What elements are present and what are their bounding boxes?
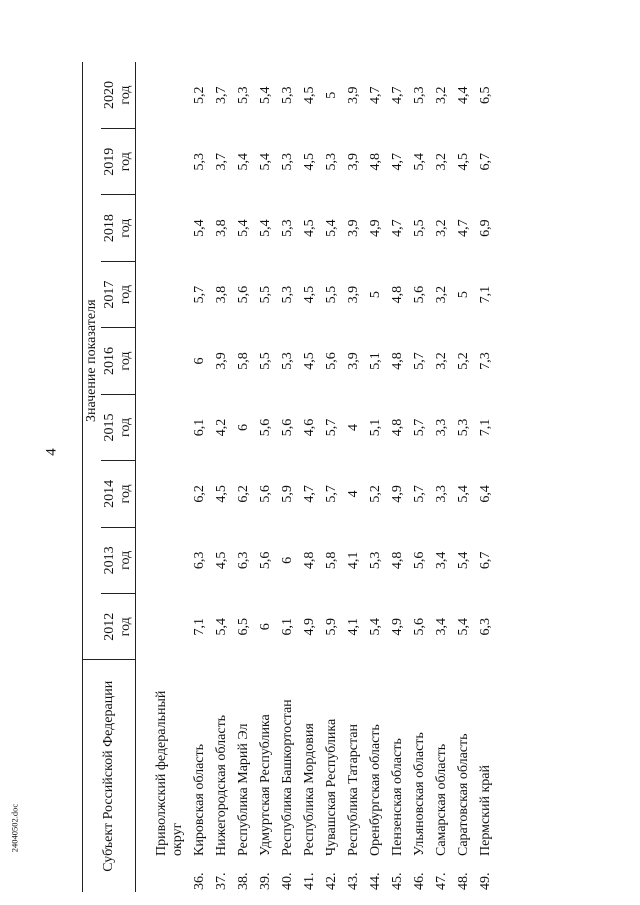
year-header-2018 [101, 195, 136, 261]
value-cell: 6 [236, 423, 251, 431]
value-cell: 5,4 [236, 152, 251, 171]
table-row [365, 62, 387, 892]
value-cell: 4,5 [302, 285, 317, 304]
year-unit-label: год [118, 484, 133, 504]
value-cell: 5,3 [280, 219, 295, 237]
value-cell: 4,9 [302, 618, 317, 636]
value-cell: 3,9 [346, 152, 361, 171]
value-cell: 5,3 [412, 86, 427, 104]
value-cell: 5,6 [258, 485, 273, 503]
row-number: 48. [456, 872, 471, 890]
row-number: 36. [192, 872, 207, 890]
row-number: 39. [258, 872, 273, 890]
year-header-2013 [101, 527, 136, 593]
year-unit-label: год [118, 351, 133, 371]
value-cell: 5,5 [258, 352, 273, 370]
value-cell: 5,4 [214, 618, 229, 636]
value-cell: 3,4 [434, 551, 449, 570]
value-cell: 4,5 [456, 152, 471, 171]
value-cell: 4,8 [390, 352, 405, 370]
value-cell: 4,1 [346, 618, 361, 636]
value-cell: 3,2 [434, 219, 449, 237]
year-label: 2017 [102, 280, 117, 309]
value-cell: 4,8 [390, 551, 405, 570]
value-cell: 4,8 [368, 152, 383, 171]
value-cell: 4,8 [390, 418, 405, 437]
value-cell: 4,4 [456, 86, 471, 104]
year-label: 2014 [102, 479, 117, 508]
value-cell: 4,5 [302, 219, 317, 237]
year-label: 2020 [102, 81, 117, 109]
value-cell: 5,3 [280, 285, 295, 304]
value-cell: 5,3 [280, 86, 295, 104]
row-number: 47. [434, 872, 449, 890]
value-cell: 3,9 [346, 285, 361, 304]
value-cell: 5 [456, 291, 471, 299]
table-row [299, 62, 321, 892]
value-cell: 5,4 [456, 618, 471, 636]
value-cell: 5,4 [368, 618, 383, 636]
value-cell: 3,7 [214, 152, 229, 171]
value-cell: 5,7 [192, 285, 207, 304]
value-cell: 3,9 [346, 219, 361, 237]
value-cell: 5,6 [412, 285, 427, 304]
rotated-table-area [82, 62, 602, 892]
group-row [136, 62, 190, 892]
row-number: 38. [236, 872, 251, 890]
region-name: Ульяновская область [412, 732, 427, 856]
value-cell: 6,1 [192, 418, 207, 437]
row-number: 42. [324, 872, 339, 890]
value-cell: 5,7 [412, 485, 427, 503]
table-row [475, 62, 497, 892]
value-cell: 6 [280, 556, 295, 564]
year-unit-label: год [118, 218, 133, 238]
year-header-2020 [101, 62, 136, 128]
value-cell: 4,2 [214, 418, 229, 437]
year-header-2019 [101, 128, 136, 194]
year-label: 2019 [102, 147, 117, 176]
value-cell: 5,5 [412, 219, 427, 237]
value-cell: 5,4 [412, 152, 427, 171]
value-cell: 3,2 [434, 86, 449, 104]
value-cell: 4,9 [368, 219, 383, 237]
value-cell: 5,4 [258, 152, 273, 171]
table-row [277, 62, 299, 892]
value-cell: 5,9 [280, 485, 295, 503]
value-cell: 7,1 [192, 618, 207, 636]
year-unit-label: год [118, 85, 133, 105]
value-cell: 5 [324, 91, 339, 99]
region-name: Кировская область [192, 743, 207, 856]
value-cell: 6,1 [280, 618, 295, 636]
value-cell: 7,1 [478, 285, 493, 304]
value-cell: 5,7 [412, 418, 427, 437]
value-cell: 4,5 [214, 485, 229, 503]
year-unit-label: год [118, 550, 133, 570]
value-cell: 5,7 [324, 485, 339, 503]
value-cell: 5,7 [324, 418, 339, 437]
value-cell: 3,2 [434, 152, 449, 171]
value-cell: 3,3 [434, 485, 449, 503]
row-number: 41. [302, 872, 317, 890]
year-header-2014 [101, 461, 136, 527]
value-cell: 5,1 [368, 352, 383, 370]
value-cell: 6 [258, 623, 273, 631]
table-row [255, 62, 277, 892]
value-cell: 6,7 [478, 551, 493, 570]
value-cell: 4,5 [302, 86, 317, 104]
year-header-2015 [101, 394, 136, 460]
value-cell: 5,4 [258, 86, 273, 104]
indicator-value-header: Значение показателя [84, 299, 99, 423]
region-name: Республика Мордовия [302, 723, 317, 856]
row-number: 49. [478, 872, 493, 890]
value-cell: 3,8 [214, 285, 229, 304]
value-cell: 6,5 [236, 618, 251, 636]
region-name: Самарская область [434, 743, 449, 856]
value-cell: 4 [346, 423, 361, 431]
page-number: 4 [43, 448, 60, 456]
value-cell: 5,6 [324, 352, 339, 370]
row-number: 46. [412, 872, 427, 890]
value-cell: 6 [192, 357, 207, 365]
subject-column-header: Субъект Российской Федерации [83, 660, 136, 892]
table-row [189, 62, 211, 892]
value-cell: 6,3 [192, 551, 207, 570]
year-unit-label: год [118, 617, 133, 637]
table-row [431, 62, 453, 892]
year-label: 2015 [102, 413, 117, 442]
value-cell: 6,3 [236, 551, 251, 570]
value-cell: 5,3 [236, 86, 251, 104]
row-number: 43. [346, 872, 361, 890]
value-cell: 5,4 [258, 219, 273, 237]
year-unit-label: год [118, 152, 133, 172]
indicator-table [82, 62, 497, 892]
value-cell: 6,4 [478, 485, 493, 503]
value-cell: 5,2 [456, 352, 471, 370]
value-cell: 5,6 [412, 618, 427, 636]
value-cell: 5,3 [324, 152, 339, 171]
value-cell: 7,3 [478, 352, 493, 370]
table-row [387, 62, 409, 892]
value-cell: 4,1 [346, 551, 361, 570]
value-cell: 5 [368, 291, 383, 299]
value-cell: 6,7 [478, 152, 493, 171]
value-cell: 5,5 [324, 285, 339, 304]
value-cell: 5,8 [324, 551, 339, 570]
value-cell: 4,5 [302, 352, 317, 370]
value-cell: 4,7 [368, 86, 383, 104]
group-row-label: Приволжский федеральный округ [154, 690, 185, 856]
value-cell: 4,8 [302, 551, 317, 570]
table-row [233, 62, 255, 892]
value-cell: 4 [346, 490, 361, 498]
value-cell: 4,5 [302, 152, 317, 171]
value-cell: 4,5 [214, 551, 229, 570]
value-cell: 5,4 [192, 219, 207, 237]
value-cell: 5,3 [280, 352, 295, 370]
value-cell: 3,2 [434, 352, 449, 370]
value-cell: 3,8 [214, 219, 229, 237]
value-cell: 4,7 [390, 219, 405, 237]
table-row [321, 62, 343, 892]
year-label: 2018 [102, 214, 117, 243]
value-cell: 6,3 [478, 618, 493, 636]
value-cell: 7,1 [478, 418, 493, 437]
region-name: Удмуртская Республика [258, 714, 273, 856]
value-cell: 5,6 [236, 285, 251, 304]
value-cell: 5,3 [456, 418, 471, 437]
year-unit-label: год [118, 285, 133, 305]
region-name: Республика Марий Эл [236, 723, 251, 856]
value-cell: 5,6 [258, 418, 273, 437]
value-cell: 5,6 [412, 551, 427, 570]
value-cell: 5,6 [258, 551, 273, 570]
table-body [136, 62, 498, 892]
table-row [343, 62, 365, 892]
value-cell: 5,2 [192, 86, 207, 104]
value-cell: 5,9 [324, 618, 339, 636]
year-header-2017 [101, 261, 136, 327]
value-cell: 3,9 [214, 352, 229, 370]
row-number: 44. [368, 872, 383, 890]
value-cell: 3,2 [434, 285, 449, 304]
value-cell: 3,3 [434, 418, 449, 437]
year-header-2016 [101, 328, 136, 394]
value-cell: 4,7 [390, 152, 405, 171]
value-cell: 4,9 [390, 618, 405, 636]
value-cell: 5,8 [236, 352, 251, 370]
row-number: 45. [390, 872, 405, 890]
region-name: Пензенская область [390, 738, 405, 856]
region-name: Саратовская область [456, 733, 471, 856]
value-cell: 3,4 [434, 618, 449, 636]
value-cell: 6,2 [236, 485, 251, 503]
year-label: 2016 [102, 347, 117, 376]
value-cell: 5,5 [258, 285, 273, 304]
value-cell: 5,3 [280, 152, 295, 171]
value-cell: 5,6 [280, 418, 295, 437]
value-cell: 4,7 [302, 485, 317, 503]
value-cell: 3,9 [346, 352, 361, 370]
region-name: Пермский край [478, 765, 493, 856]
value-cell: 4,7 [456, 219, 471, 237]
value-cell: 5,1 [368, 418, 383, 437]
value-cell: 3,7 [214, 86, 229, 104]
row-number: 37. [214, 872, 229, 890]
region-name: Нижегородская область [214, 714, 229, 856]
table-row [409, 62, 431, 892]
region-name: Оренбургская область [368, 724, 383, 856]
year-header-2012 [101, 594, 136, 660]
value-cell: 4,7 [390, 86, 405, 104]
row-number: 40. [280, 872, 295, 890]
value-cell: 5,2 [368, 485, 383, 503]
value-cell: 5,3 [368, 551, 383, 570]
document-footer-code: 24040502.doc [9, 803, 20, 853]
value-cell: 4,6 [302, 418, 317, 437]
year-label: 2012 [102, 612, 117, 641]
region-name: Республика Башкортостан [280, 699, 295, 856]
value-cell: 5,3 [192, 152, 207, 171]
value-cell: 4,9 [390, 485, 405, 503]
value-cell: 5,4 [456, 551, 471, 570]
value-cell: 4,8 [390, 285, 405, 304]
table-row [453, 62, 475, 892]
value-cell: 5,7 [412, 352, 427, 370]
region-name: Республика Татарстан [346, 723, 361, 856]
value-cell: 6,2 [192, 485, 207, 503]
table-row [211, 62, 233, 892]
value-cell: 5,4 [324, 219, 339, 237]
value-cell: 3,9 [346, 86, 361, 104]
value-cell: 6,9 [478, 219, 493, 237]
value-cell: 6,5 [478, 86, 493, 104]
year-label: 2013 [102, 546, 117, 575]
year-unit-label: год [118, 417, 133, 438]
value-cell: 5,4 [456, 485, 471, 503]
value-cell: 5,4 [236, 219, 251, 237]
region-name: Чувашская Республика [324, 718, 339, 856]
